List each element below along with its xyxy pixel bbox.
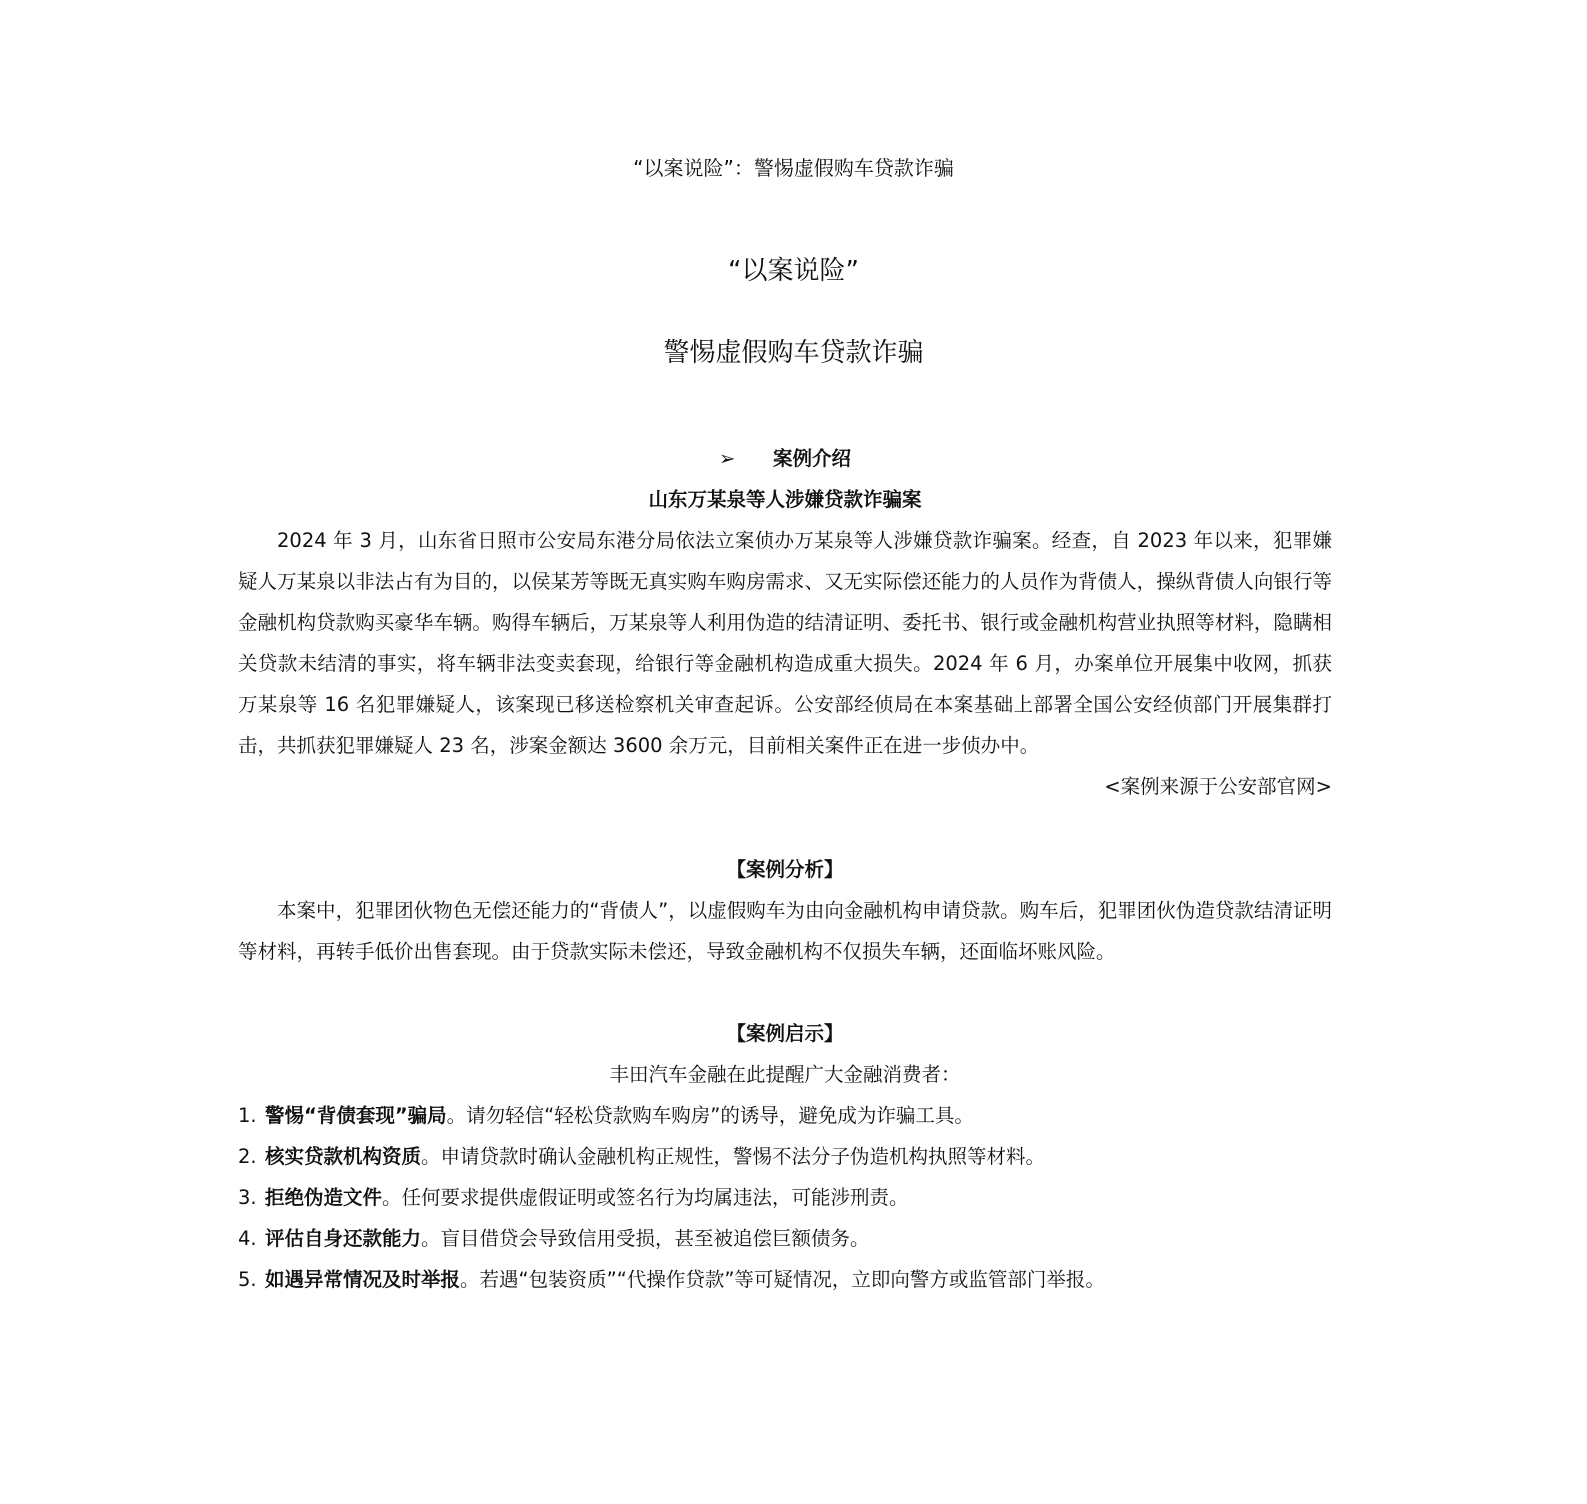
list-number: 4. <box>238 1227 257 1250</box>
list-item-bold: 拒绝伪造文件 <box>265 1186 383 1209</box>
list-number: 2. <box>238 1145 257 1168</box>
list-item-text: 。若遇“包装资质”“代操作贷款”等可疑情况，立即向警方或监管部门举报。 <box>460 1268 1105 1291</box>
list-item-text: 。盲目借贷会导致信用受损，甚至被追偿巨额债务。 <box>421 1227 870 1250</box>
list-item-text: 。申请贷款时确认金融机构正规性，警惕不法分子伪造机构执照等材料。 <box>421 1145 1046 1168</box>
list-item-text: 。请勿轻信“轻松贷款购车购房”的诱导，避免成为诈骗工具。 <box>446 1104 974 1127</box>
main-title-line-1: “以案说险” <box>728 256 859 286</box>
list-item-bold: 警惕“背债套现”骗局 <box>265 1104 447 1127</box>
list-item <box>238 1177 1332 1218</box>
list-item <box>238 1259 1332 1300</box>
list-item-text: 。任何要求提供虚假证明或签名行为均属违法，可能涉刑责。 <box>382 1186 909 1209</box>
spacer <box>238 972 1332 1013</box>
list-number: 3. <box>238 1186 257 1209</box>
document-title: “以案说险”：警惕虚假购车贷款诈骗 <box>633 156 954 180</box>
case-title: 山东万某泉等人涉嫌贷款诈骗案 <box>648 488 922 511</box>
case-intro-heading <box>238 438 1332 479</box>
main-title-line-2: 警惕虚假购车贷款诈骗 <box>663 338 924 368</box>
case-analysis-heading: 【案例分析】 <box>726 858 844 881</box>
document-body <box>238 438 1332 1300</box>
case-insight-intro: 丰田汽车金融在此提醒广大金融消费者： <box>609 1063 961 1086</box>
list-item <box>238 1218 1332 1259</box>
case-intro-paragraph: 2024 年 3 月，山东省日照市公安局东港分局依法立案侦办万某泉等人涉嫌贷款诈骗案。经查，自 2023 年以来，犯罪嫌疑人万某泉以非法占有为目的，以侯某芳等既无真实购车购房需求、又无实际偿还能力的人员作为背债人，操纵背债人向银行等金融机构贷款购买豪华车辆。购得车辆后，万某泉等人利用伪造的结清证明、委托书、银行或金融机构营业执照等材料，隐瞒相关贷款未结清的事实，将车辆非法变卖套现，给银行等金融机构造成重大损失。2024 年 6 月，办案单位开展集中收网，抓获万某泉等 16 名犯罪嫌疑人，该案现已移送检察机关审查起诉。公安部经侦局在本案基础上部署全国公安经侦部门开展集群打击，共抓获犯罪嫌疑人 23 名，涉案金额达 3600 余万元，目前相关案件正在进一步侦办中。 <box>238 529 1332 757</box>
case-insight-heading: 【案例启示】 <box>726 1022 844 1045</box>
case-source: <案例来源于公安部官网> <box>1104 775 1332 798</box>
list-item-bold: 评估自身还款能力 <box>265 1227 422 1250</box>
case-intro-heading-text: 案例介绍 <box>772 447 851 470</box>
list-item-bold: 核实贷款机构资质 <box>265 1145 422 1168</box>
list-item <box>238 1095 1332 1136</box>
case-analysis-paragraph: 本案中，犯罪团伙物色无偿还能力的“背债人”，以虚假购车为由向金融机构申请贷款。购车后，犯罪团伙伪造贷款结清证明等材料，再转手低价出售套现。由于贷款实际未偿还，导致金融机构不仅损失车辆，还面临坏账风险。 <box>238 899 1332 963</box>
list-number: 1. <box>238 1104 257 1127</box>
list-number: 5. <box>238 1268 257 1291</box>
list-item-bold: 如遇异常情况及时举报 <box>265 1268 461 1291</box>
list-item <box>238 1136 1332 1177</box>
spacer <box>238 807 1332 849</box>
arrow-bullet-icon: ➢ <box>718 447 736 470</box>
